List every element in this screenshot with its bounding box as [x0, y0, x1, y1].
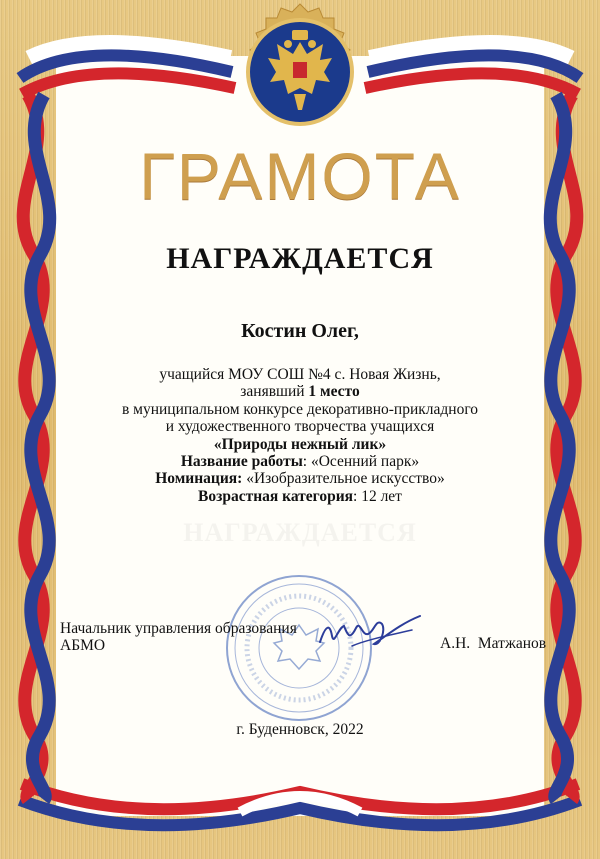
- recipient-name: Костин Олег,: [241, 320, 359, 342]
- work-title-line: [0, 453, 600, 470]
- nomination-line: [0, 470, 600, 487]
- bleed-through-text: [0, 518, 600, 548]
- handwritten-signature-icon: [316, 606, 426, 654]
- place-prefix: занявший: [240, 383, 309, 401]
- place-value: 1 место: [308, 383, 360, 401]
- awarded-heading: НАГРАЖДАЕТСЯ: [166, 242, 434, 275]
- nomination-label: Номинация:: [155, 470, 243, 488]
- age-label: Возрастная категория: [198, 487, 354, 505]
- nomination-value: «Изобразительное искусство»: [242, 470, 445, 488]
- signatory-name: А.Н. Матжанов: [440, 635, 547, 652]
- place-line: [0, 383, 600, 400]
- age-category-line: [0, 488, 600, 505]
- contest-title: «Природы нежный лик»: [213, 435, 387, 453]
- contest-line-2: и художественного творчества учащихся: [165, 418, 435, 436]
- school-line: учащийся МОУ СОШ №4 с. Новая Жизнь,: [159, 366, 441, 383]
- contest-name: [0, 436, 600, 453]
- work-value: : «Осенний парк»: [302, 453, 420, 471]
- age-value: : 12 лет: [353, 487, 402, 505]
- signatory-position-line-2: АБМО: [60, 637, 106, 654]
- certificate-title: ГРАМОТА: [139, 139, 461, 213]
- contest-line-1: в муниципальном конкурсе декоративно-прикладного: [121, 400, 479, 418]
- award-description: [0, 366, 600, 505]
- place-and-date: г. Буденновск, 2022: [236, 721, 364, 738]
- signatory-position-line-1: Начальник управления образования: [60, 620, 297, 637]
- signatory-position: [60, 620, 297, 654]
- russian-coat-of-arms-icon: [230, 2, 370, 142]
- work-label: Название работы: [180, 453, 303, 471]
